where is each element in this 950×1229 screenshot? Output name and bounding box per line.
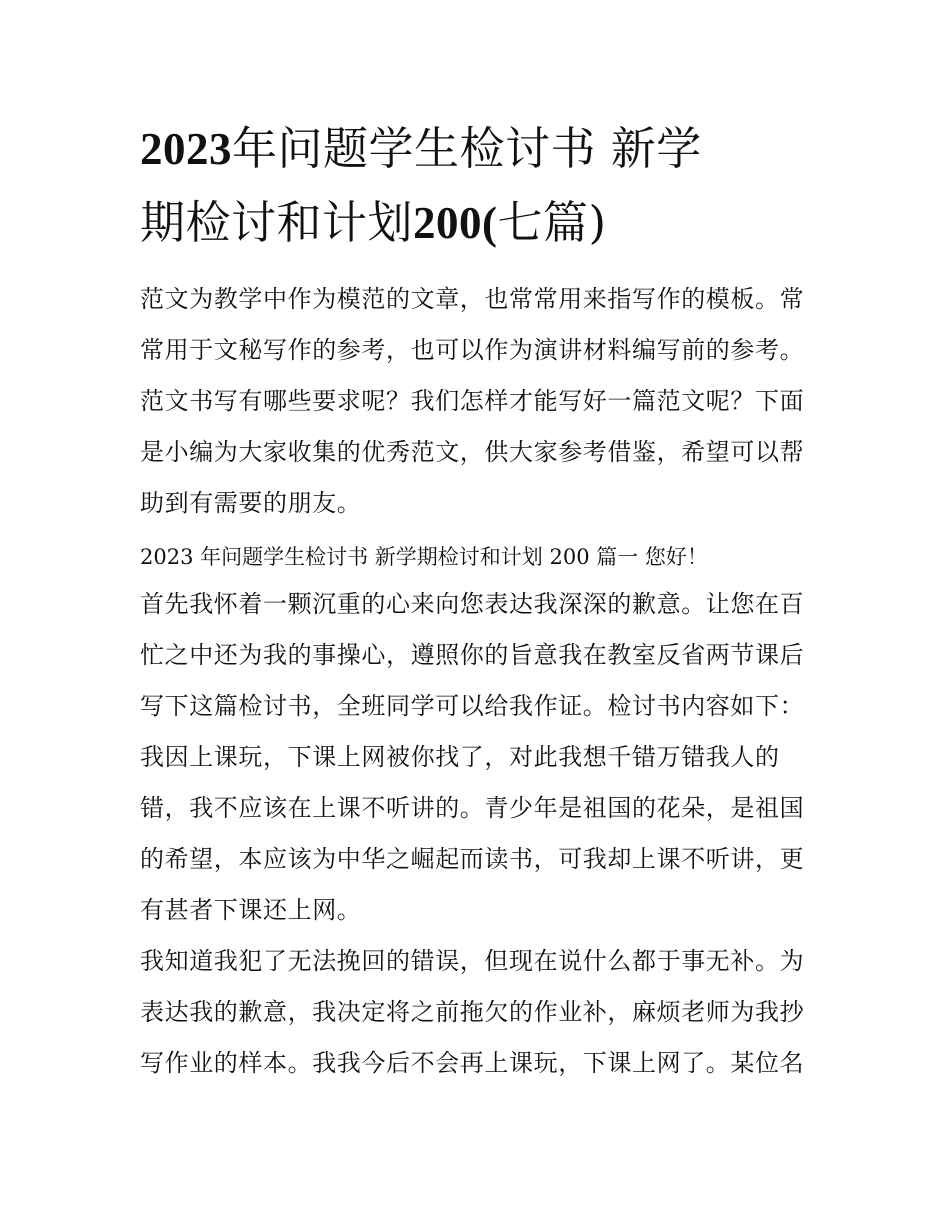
title-year: 2023 (140, 124, 232, 174)
title-line2-text: 期检讨和计划 (140, 196, 414, 249)
title-line2-end: 七篇) (497, 196, 607, 249)
title-line1-text: 年问题学生检讨书 新学 (232, 122, 702, 175)
document-content (140, 112, 820, 1089)
section-heading: 2023 年问题学生检讨书 新学期检讨和计划 200 篇一 您好！ (140, 545, 708, 569)
title-count: 200( (413, 198, 498, 248)
body-paragraph-2: 我知道我犯了无法挽回的错误，但现在说什么都于事无补。为表达我的歉意，我决定将之前拖欠的作业补，麻烦老师为我抄写作业的样本。我我今后不会再上课玩，下课上网了。某位名 (140, 947, 805, 1077)
body-paragraph-1: 首先我怀着一颗沉重的心来向您表达我深深的歉意。让您在百忙之中还为我的事操心，遵照你的旨意我在教室反省两节课后写下这篇检讨书，全班同学可以给我作证。检讨书内容如下：我因上课玩，下课上网被你找了，对此我想千错万错我人的错，我不应该在上课不听讲的。青少年是祖国的花朵，是祖国的希望，本应该为中华之崛起而读书，可我却上课不听讲，更有甚者下课还上网。 (140, 590, 805, 924)
document-title (140, 112, 820, 260)
intro-paragraph: 范文为教学中作为模范的文章，也常常用来指写作的模板。常常用于文秘写作的参考，也可以作为演讲材料编写前的参考。范文书写有哪些要求呢？我们怎样才能写好一篇范文呢？下面是小编为大家收集的优秀范文，供大家参考借鉴，希望可以帮助到有需要的朋友。 (140, 285, 805, 517)
